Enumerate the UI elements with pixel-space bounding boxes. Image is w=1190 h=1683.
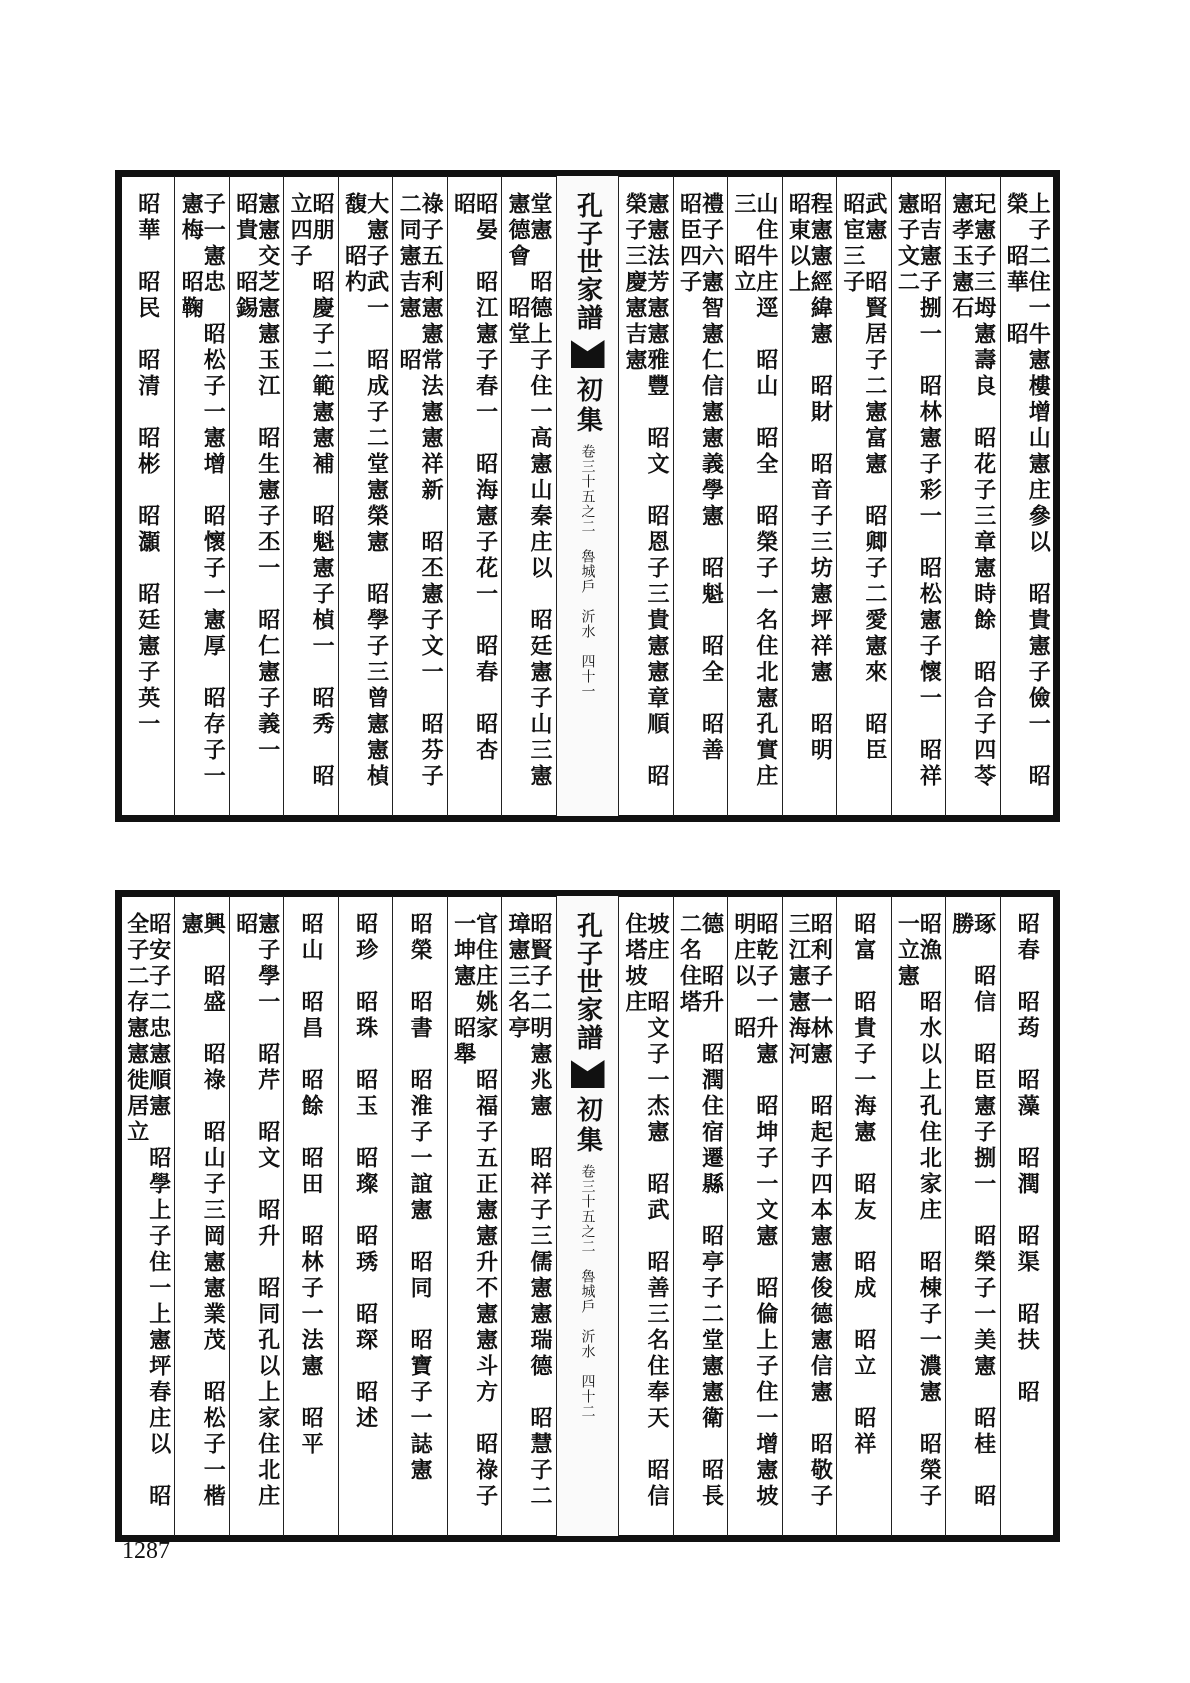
register-column: [174, 176, 228, 816]
column-text: 武憲 昭賢居子二憲富憲 昭卿子二愛憲來 昭臣 昭宦三子: [839, 192, 888, 790]
register-column: [338, 176, 392, 816]
volume-label: 初集: [572, 376, 603, 436]
register-column: [447, 176, 501, 816]
section-meta: 卷三十五之二 魯城戶 沂水 四十二: [579, 1164, 596, 1419]
column-text: 昭漁 昭水以上孔住北家庄 昭棟子一濃憲 昭榮子一立憲: [894, 912, 943, 1510]
register-column: [945, 176, 999, 816]
center-title-column: [556, 896, 618, 1536]
section-meta: 卷三十五之二 魯城戶 沂水 四十一: [579, 444, 596, 699]
register-column: [392, 176, 446, 816]
fishtail-mark-icon: [571, 340, 605, 368]
register-column: [283, 896, 337, 1536]
register-column: [673, 896, 727, 1536]
register-column: [673, 176, 727, 816]
column-text: 昭華 昭民 昭清 昭彬 昭灝 昭廷憲子英一: [134, 192, 161, 738]
register-column: [782, 896, 836, 1536]
column-text: 堂憲 昭德上子住一高憲山秦庄以 昭廷憲子山三憲憲德會 昭堂: [505, 192, 554, 790]
column-text: 玘憲子三坶憲壽良 昭花子三章憲時餘 昭合子四苓憲孝玉憲石: [948, 192, 997, 790]
column-text: 憲憲交芝憲憲玉江 昭生憲子丕一 昭仁憲子義一 昭貴 昭錫: [232, 192, 281, 790]
volume-label: 初集: [572, 1096, 603, 1156]
page-number: 1287: [122, 1538, 170, 1564]
register-column: [338, 896, 392, 1536]
column-text: 憲憲法芳憲憲雅豐 昭文 昭恩子三貴憲憲章順 昭榮子三慶憲吉憲: [621, 192, 670, 790]
column-text: 昭榮 昭書 昭淮子一誼憲 昭同 昭寶子一誌憲: [407, 912, 434, 1484]
column-text: 憲子學一 昭芹 昭文 昭升 昭同孔以上家住北庄 昭: [232, 912, 281, 1536]
column-text: 昭朋 昭慶子二範憲憲補 昭魁憲子楨一 昭秀 昭立四子: [287, 192, 336, 790]
column-text: 山住牛庄逕 昭山 昭全 昭榮子一名住北憲孔實庄三 昭立: [730, 192, 779, 790]
column-text: 大憲子武一 昭成子二堂憲榮憲 昭學子三曾憲憲楨馥 昭杓: [341, 192, 390, 790]
column-text: 官住庄姚家 昭福子五正憲憲升不憲憲斗方 昭祿子一坤憲 昭舉: [450, 912, 499, 1510]
book-title: 孔子世家譜: [572, 912, 603, 1052]
register-column: [618, 896, 672, 1536]
register-column: [121, 176, 174, 816]
register-column: [891, 896, 945, 1536]
register-column: [283, 176, 337, 816]
column-text: 興 昭盛 昭祿 昭山子三岡憲憲業茂 昭松子一楷憲: [178, 912, 227, 1510]
column-text: 昭利子一林憲 昭起子四本憲憲俊德憲信憲 昭敬子三江憲憲海河: [785, 912, 834, 1510]
bottom-register-panel: [115, 890, 1060, 1542]
column-text: 程憲憲經緯憲 昭財 昭音子三坊憲坪祥憲 昭明 昭東以上: [785, 192, 834, 790]
register-column: [1000, 176, 1054, 816]
title-block: [571, 192, 605, 806]
top-register-panel: [115, 170, 1060, 822]
column-text: 昭春 昭荺 昭藻 昭潤 昭渠 昭扶 昭: [1014, 912, 1041, 1406]
register-column: [891, 176, 945, 816]
register-column: [836, 176, 890, 816]
column-text: 昭吉憲子捌一 昭林憲子彩一 昭松憲子懷一 昭祥憲子文二: [894, 192, 943, 790]
register-column: [782, 176, 836, 816]
column-text: 昭乾子一升憲 昭坤子一文憲 昭倫上子住一增憲坡明庄以 昭: [730, 912, 779, 1510]
column-text: 禮子六憲智憲仁信憲憲義學憲 昭魁 昭全 昭善 昭臣四子: [676, 192, 725, 790]
book-title: 孔子世家譜: [572, 192, 603, 332]
column-text: 祿子五利憲憲常法憲憲祥新 昭丕憲子文一 昭芬子二同憲吉憲 昭: [396, 192, 445, 790]
register-column: [945, 896, 999, 1536]
register-column: [727, 176, 781, 816]
register-column: [727, 896, 781, 1536]
register-column: [392, 896, 446, 1536]
register-column: [1000, 896, 1054, 1536]
column-text: 昭富 昭貴子一海憲 昭友 昭成 昭立 昭祥: [850, 912, 877, 1458]
column-text: 子一憲忠 昭松子一憲增 昭懷子一憲厚 昭存子一憲梅 昭鞠: [178, 192, 227, 790]
column-text: 德 昭升 昭潤住宿遷縣 昭亭子二堂憲憲衛 昭長二名住塔: [676, 912, 725, 1510]
title-block: [571, 912, 605, 1526]
register-column: [121, 896, 174, 1536]
register-column: [229, 176, 283, 816]
column-text: 坡庄 昭文子一杰憲 昭武 昭善三名住奉天 昭信住塔坡庄: [621, 912, 670, 1510]
register-column: [501, 896, 555, 1536]
column-text: 昭賢子二明憲兆憲 昭祥子三儒憲憲瑞德 昭慧子二璋憲三名亭: [505, 912, 554, 1510]
register-column: [229, 896, 283, 1536]
column-text: 昭晏 昭江憲子春一 昭海憲子花一 昭春 昭杏 昭: [450, 192, 499, 790]
register-column: [174, 896, 228, 1536]
register-column: [836, 896, 890, 1536]
column-text: 上子二住一牛憲樓增山憲庄參以 昭貴憲子儉一 昭榮 昭華 昭: [1003, 192, 1052, 790]
register-column: [447, 896, 501, 1536]
center-title-column: [556, 176, 618, 816]
column-text: 昭珍 昭珠 昭玉 昭璨 昭琇 昭琛 昭述: [352, 912, 379, 1432]
column-text: 昭山 昭昌 昭餘 昭田 昭林子一法憲 昭平: [298, 912, 325, 1458]
fishtail-mark-icon: [571, 1060, 605, 1088]
column-text: 琢 昭信 昭臣憲子捌一 昭榮子一美憲 昭桂 昭勝: [948, 912, 997, 1510]
column-text: 昭安子二忠憲順憲 昭學上子住一上憲坪春庄以 昭全子二存憲憲徙居立: [123, 912, 172, 1510]
register-column: [618, 176, 672, 816]
register-column: [501, 176, 555, 816]
